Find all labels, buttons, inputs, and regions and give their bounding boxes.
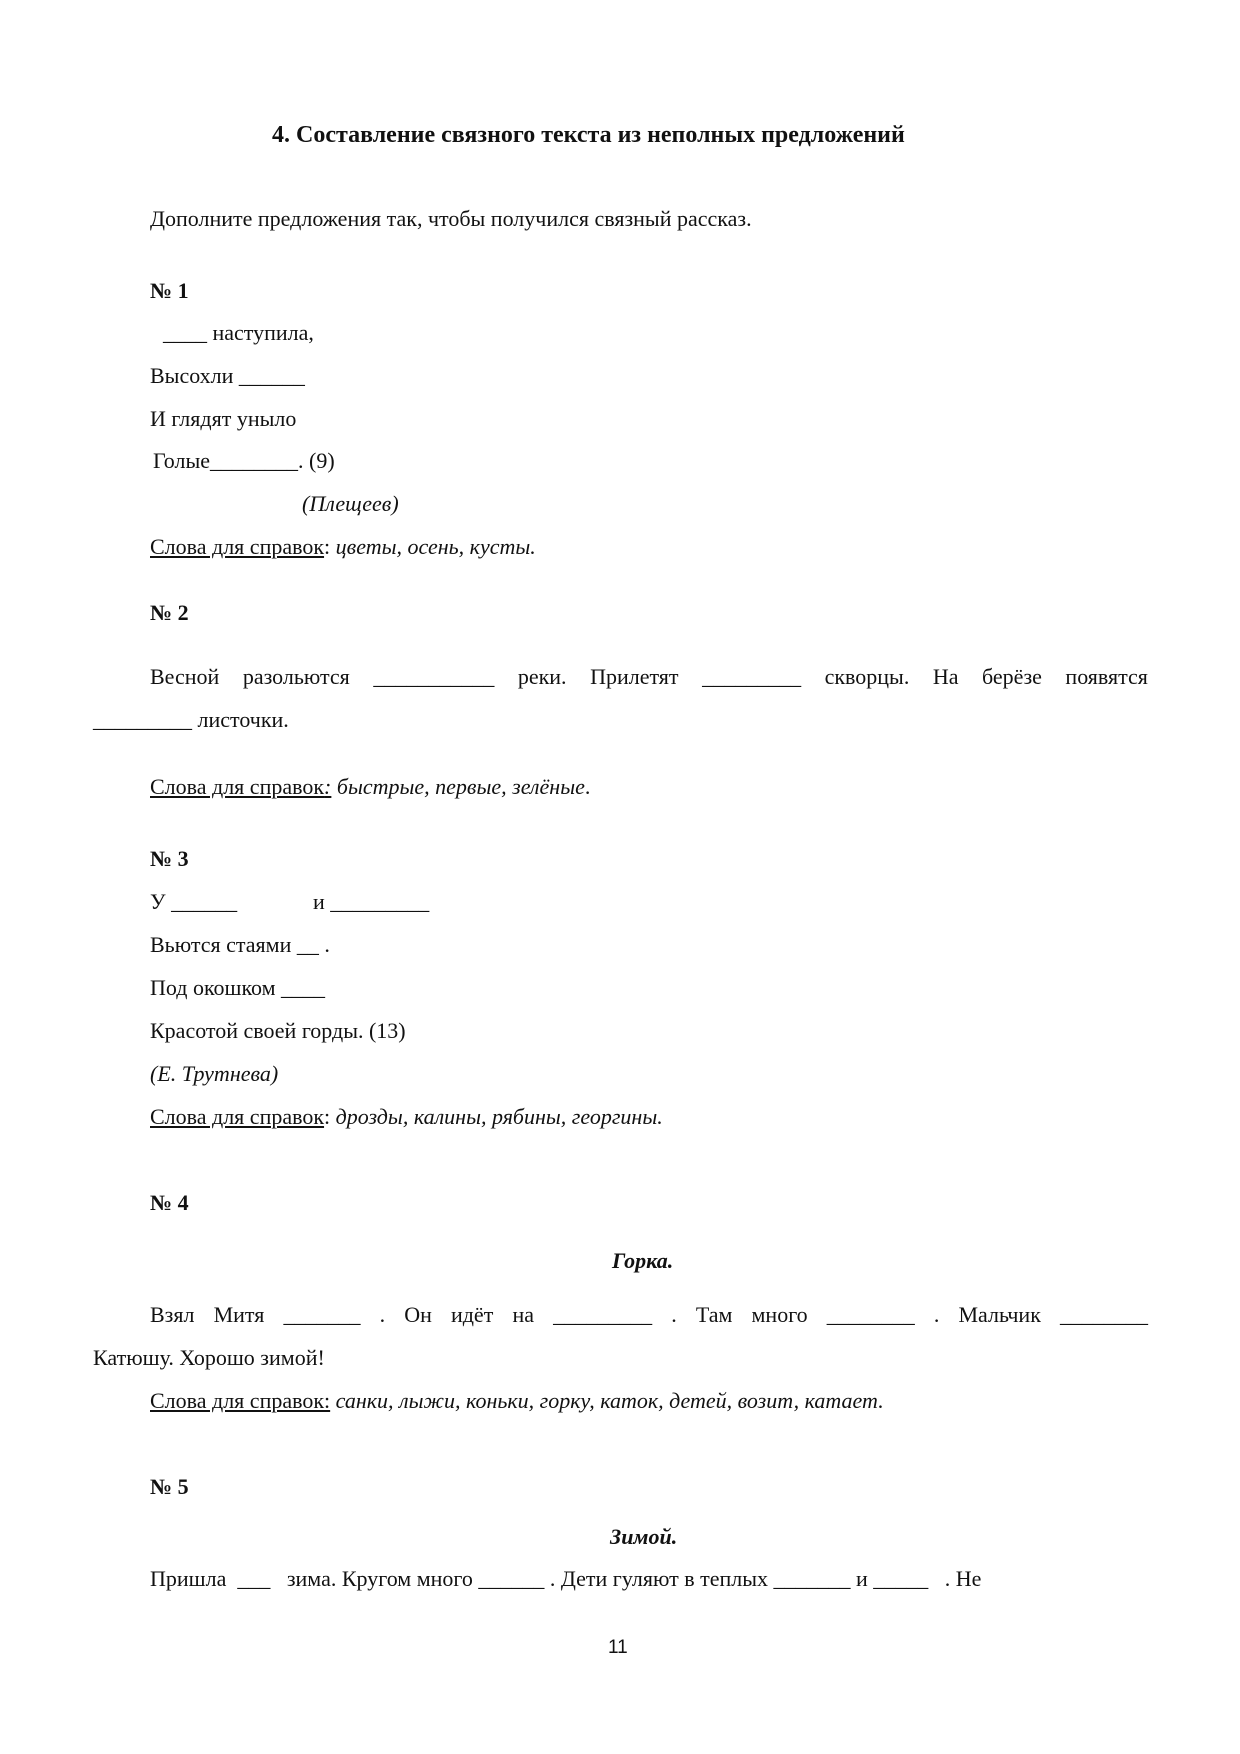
exercise-1-line-2: Высохли ______: [150, 363, 305, 388]
exercise-1-author: (Плещеев): [302, 491, 399, 516]
reference-colon: :: [324, 774, 332, 799]
word: на: [512, 1302, 534, 1327]
exercise-5-heading: Зимой.: [610, 1524, 678, 1549]
exercise-1-line-4: Голые________. (9): [153, 448, 335, 473]
reference-words: цветы, осень, кусты.: [335, 534, 536, 559]
exercise-3-reference: [150, 1104, 663, 1130]
word: .: [379, 1302, 386, 1327]
word: Он: [404, 1302, 432, 1327]
word: Весной: [150, 664, 220, 689]
exercise-3-line-3: Под окошком ____: [150, 975, 326, 1000]
page-title: 4. Составление связного текста из неполных предложений: [272, 122, 905, 148]
exercise-1-reference: [150, 534, 536, 560]
exercise-2-line-2: _________ листочки.: [93, 707, 289, 732]
exercise-2-number: № 2: [150, 600, 189, 625]
word: Прилетят: [590, 664, 679, 689]
word: много: [751, 1302, 808, 1327]
blank: _________: [553, 1302, 653, 1327]
blank: _______: [283, 1302, 361, 1327]
word: берёзе: [982, 664, 1042, 689]
exercise-5-number: № 5: [150, 1474, 189, 1499]
exercise-2-reference: [150, 774, 590, 800]
exercise-4-number: № 4: [150, 1190, 189, 1215]
reference-words: санки, лыжи, коньки, горку, каток, детей, возит, катает.: [335, 1388, 884, 1413]
blank: ___________: [373, 664, 495, 689]
word: Мальчик: [958, 1302, 1041, 1327]
reference-label: Слова для справок: [150, 534, 325, 559]
exercise-4-reference: [150, 1388, 884, 1414]
blank: _________: [702, 664, 802, 689]
reference-end: .: [584, 774, 591, 799]
blank: ________: [1060, 1302, 1148, 1327]
reference-colon: :: [324, 534, 331, 559]
word: .: [671, 1302, 677, 1327]
exercise-3-line-2: Вьются стаями __ .: [150, 932, 330, 957]
instruction-text: Дополните предложения так, чтобы получился связный рассказ.: [150, 206, 752, 231]
reference-colon: :: [324, 1104, 331, 1129]
exercise-3-number: № 3: [150, 846, 189, 871]
word: На: [932, 664, 959, 689]
reference-label: Слова для справок: [150, 774, 325, 799]
exercise-2-line-1: [150, 664, 1148, 690]
word: появятся: [1065, 664, 1148, 689]
word: Там: [695, 1302, 733, 1327]
word: реки.: [517, 664, 567, 689]
exercise-4-heading: Горка.: [612, 1248, 674, 1273]
word: .: [933, 1302, 940, 1327]
word: Взял: [150, 1302, 195, 1327]
reference-label: Слова для справок:: [150, 1388, 331, 1413]
exercise-1-line-3: И глядят уныло: [150, 406, 297, 431]
reference-label: Слова для справок: [150, 1104, 325, 1129]
word: Митя: [213, 1302, 265, 1327]
word: разольются: [242, 664, 350, 689]
exercise-4-line-2: Катюшу. Хорошо зимой!: [93, 1345, 325, 1370]
exercise-3-author: (Е. Трутнева): [150, 1061, 279, 1086]
exercise-4-line-1: [150, 1302, 1148, 1328]
reference-words: быстрые, первые, зелёные: [336, 774, 585, 799]
word: скворцы.: [824, 664, 910, 689]
page-number: 11: [608, 1637, 628, 1658]
blank: ________: [826, 1302, 915, 1327]
word: идёт: [450, 1302, 494, 1327]
exercise-3-line-1b: и _________: [313, 889, 430, 914]
exercise-3-line-1a: У ______: [150, 889, 238, 914]
exercise-3-line-4: Красотой своей горды. (13): [150, 1018, 406, 1043]
exercise-5-line-1: Пришла ___ зима. Кругом много ______ . Дети гуляют в теплых _______ и _____ . Не: [150, 1566, 982, 1591]
exercise-1-line-1: ____ наступила,: [163, 320, 314, 345]
reference-words: дрозды, калины, рябины, георгины.: [335, 1104, 663, 1129]
exercise-1-number: № 1: [150, 278, 189, 303]
